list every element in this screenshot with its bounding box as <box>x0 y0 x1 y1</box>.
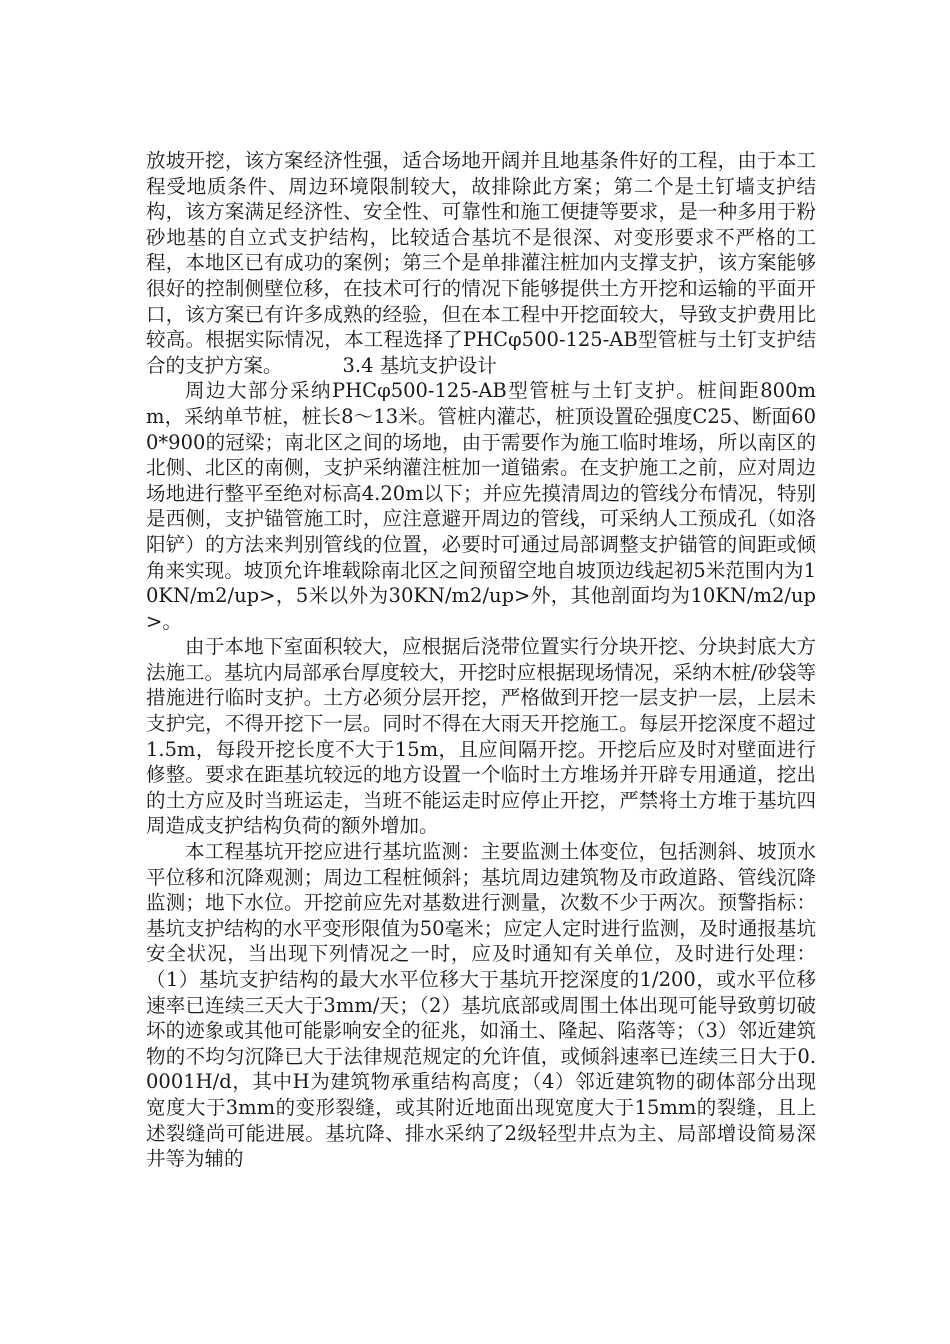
paragraph-support-options <box>146 148 816 378</box>
paragraph-excavation: 由于本地下室面积较大，应根据后浇带位置实行分块开挖、分块封底大方法施工。基坑内局部承台厚度较大，开挖时应根据现场情况，采纳木桩/砂袋等措施进行临时支护。土方必须分层开挖，严格做到开挖一层支护一层，上层未支护完，不得开挖下一层。同时不得在大雨天开挖施工。每层开挖深度不超过1.5m，每段开挖长度不大于15m，且应间隔开挖。开挖后应及时对壁面进行修整。要求在距基坑较远的地方设置一个临时土方堆场并开辟专用通道，挖出的土方应及时当班运走，当班不能运走时应停止开挖，严禁将土方堆于基坑四周造成支护结构负荷的额外增加。 <box>146 635 816 838</box>
paragraph-monitoring: 本工程基坑开挖应进行基坑监测：主要监测土体变位，包括测斜、坡顶水平位移和沉降观测；周边工程桩倾斜；基坑周边建筑物及市政道路、管线沉降监测；地下水位。开挖前应先对基数进行测量，次数不少于两次。预警指标：基坑支护结构的水平变形限值为50毫米；应定人定时进行监测，及时通报基坑安全状况，当出现下列情况之一时，应及时通知有关单位，及时进行处理：（1）基坑支护结构的最大水平位移大于基坑开挖深度的1/200，或水平位移速率已连续三天大于3mm/天；（2）基坑底部或周围土体出现可能导致剪切破坏的迹象或其他可能影响安全的征兆，如涌土、隆起、陷落等；（3）邻近建筑物的不均匀沉降已大于法律规范规定的允许值，或倾斜速率已连续三日大于0.0001H/d，其中H为建筑物承重结构高度；（4）邻近建筑物的砌体部分出现宽度大于3mm的变形裂缝，或其附近地面出现宽度大于15mm的裂缝，且上述裂缝尚可能进展。基坑降、排水采纳了2级轻型井点为主、局部增设简易深井等为辅的 <box>146 840 816 1171</box>
paragraph-support-design: 周边大部分采纳PHCφ500-125-AB型管桩与土钉支护。桩间距800mm，采纳单节桩，桩长8～13米。管桩内灌芯，桩顶设置砼强度C25、断面600*900的冠梁；南北区之间的场地，由于需要作为施工临时堆场，所以南区的北侧、北区的南侧，支护采纳灌注桩加一道锚索。在支护施工之前，应对周边场地进行整平至绝对标高4.20m以下；并应先摸清周边的管线分布情况，特别是西侧，支护锚管施工时，应注意避开周边的管线，可采纳人工预成孔（如洛阳铲）的方法来判别管线的位置，必要时可通过局部调整支护锚管的间距或倾角来实现。坡顶允许堆载除南北区之间预留空地自坡顶边线起初5米范围内为10KN/m2/up>，5米以外为30KN/m2/up>外，其他剖面均为10KN/m2/up>。 <box>146 379 816 633</box>
body-text <box>146 148 816 1172</box>
paragraph-support-options-text: 放坡开挖，该方案经济性强，适合场地开阔并且地基条件好的工程，由于本工程受地质条件、周边环境限制较大，故排除此方案；第二个是土钉墙支护结构，该方案满足经济性、安全性、可靠性和施工便捷等要求，是一种多用于粉砂地基的自立式支护结构，比较适合基坑不是很深、对变形要求不严格的工程，本地区已有成功的案例；第三个是单排灌注桩加内支撑支护，该方案能够很好的控制侧壁位移，在技术可行的情况下能够提供土方开挖和运输的平面开口，该方案已有许多成熟的经验，但在本工程中开挖面较大，导致支护费用比较高。根据实际情况，本工程选择了PHCφ500-125-AB型管桩与土钉支护结合的支护方案。 <box>146 149 816 377</box>
section-heading: 3.4 基坑支护设计 <box>342 353 497 377</box>
